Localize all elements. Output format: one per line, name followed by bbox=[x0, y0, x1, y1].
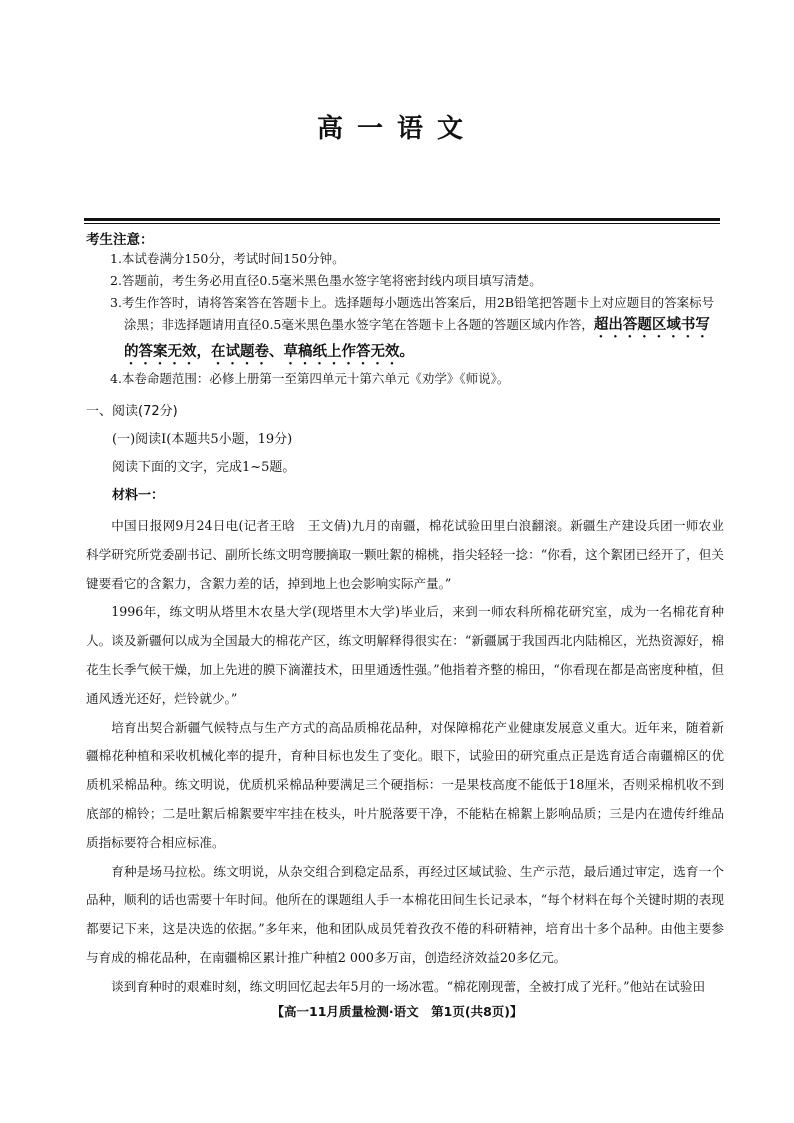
notice-item-3-cont-2 bbox=[110, 341, 722, 368]
notice-emphasis-2: 的答案无效，在试题卷、草稿纸上作答无效。 bbox=[124, 344, 414, 360]
notice-item-3-cont bbox=[110, 314, 722, 341]
section-subheading: (一)阅读Ⅰ(本题共5小题，19分) bbox=[112, 432, 293, 447]
notice-heading: 考生注意： bbox=[86, 232, 154, 248]
notice-emphasis-1: 超出答题区域书写 bbox=[593, 317, 710, 333]
notice-item-2: 2.答题前，考生务必用直径0.5毫米黑色墨水签字笔将密封线内项目填写清楚。 bbox=[110, 273, 542, 288]
notice-list bbox=[110, 248, 722, 390]
passage-paragraph: 育种是场马拉松。练文明说，从杂交组合到稳定品系，再经过区域试验、生产示范，最后通过审定，选育一个品种，顺利的话也需要十年时间。他所在的课题组人手一本棉花田间生长记录本，“每个材料在每个关键时期的表现都要记下来，这是决选的依据。”多年来，他和团队成员凭着孜孜不倦的科研精神，培育出十多个品种。由他主要参与育成的棉花品种，在南疆棉区累计推广种植2 000多万亩，创造经济效益20多亿元。 bbox=[86, 863, 724, 965]
notice-item-3-line2: 涂黑；非选择题请用直径0.5毫米黑色墨水签字笔在答题卡上各题的答题区域内作答， bbox=[124, 317, 594, 332]
header-divider bbox=[84, 218, 720, 221]
notice-item-3 bbox=[110, 292, 722, 368]
page-title: 高一语文 bbox=[316, 114, 477, 144]
reading-passage bbox=[86, 512, 724, 1002]
section-instruction: 阅读下面的文字，完成1~5题。 bbox=[112, 460, 296, 475]
notice-item-3-line1: 3.考生作答时，请将答案答在答题卡上。选择题每小题选出答案后，用2B铅笔把答题卡上对应题目的答案标号 bbox=[110, 295, 715, 310]
section-heading: 一、阅读(72分) bbox=[86, 404, 178, 419]
page-footer: 【高一11月质量检测·语文 第1页(共8页)】 bbox=[271, 1004, 523, 1019]
passage-paragraph: 培育出契合新疆气候特点与生产方式的高品质棉花品种，对保障棉花产业健康发展意义重大。近年来，随着新疆棉花种植和采收机械化率的提升，育种目标也发生了变化。眼下，试验田的研究重点正是选育适合南疆棉区的优质机采棉品种。练文明说，优质机采棉品种要满足三个硬指标：一是果枝高度不能低于18厘米，否则采棉机收不到底部的棉铃；二是吐絮后棉絮要牢牢挂在枝头，叶片脱落要干净，不能粘在棉絮上影响品质；三是内在遗传纤维品质指标要符合相应标准。 bbox=[86, 719, 724, 850]
notice-item-4: 4.本卷命题范围：必修上册第一至第四单元十第六单元《劝学》《师说》。 bbox=[110, 371, 510, 386]
passage-paragraph: 谈到育种时的艰难时刻，练文明回忆起去年5月的一场冰雹。“棉花刚现蕾，全被打成了光秆。”他站在试验田 bbox=[111, 978, 706, 994]
passage-paragraph: 1996年，练文明从塔里木农垦大学(现塔里木大学)毕业后，来到一师农科所棉花研究室，成为一名棉花育种人。谈及新疆何以成为全国最大的棉花产区，练文明解释得很实在：“新疆属于我国西北内陆棉区，光热资源好，棉花生长季气候干燥，加上先进的膜下滴灌技术，田里通透性强。”他指着齐整的棉田，“你看现在都是高密度种植，但通风透光还好，烂铃就少。” bbox=[86, 604, 724, 706]
material-label: 材料一： bbox=[112, 488, 165, 503]
header-divider-thin bbox=[84, 223, 720, 224]
passage-paragraph: 中国日报网9月24日电(记者王晗 王文倩)九月的南疆，棉花试验田里白浪翻滚。新疆生产建设兵团一师农业科学研究所党委副书记、副所长练文明弯腰摘取一颗吐絮的棉桃，指尖轻轻一捻：“你看，这个絮团已经开了，但关键要看它的含絮力，含絮力差的话，掉到地上也会影响实际产量。” bbox=[86, 518, 724, 591]
notice-item-1: 1.本试卷满分150分，考试时间150分钟。 bbox=[110, 251, 345, 266]
